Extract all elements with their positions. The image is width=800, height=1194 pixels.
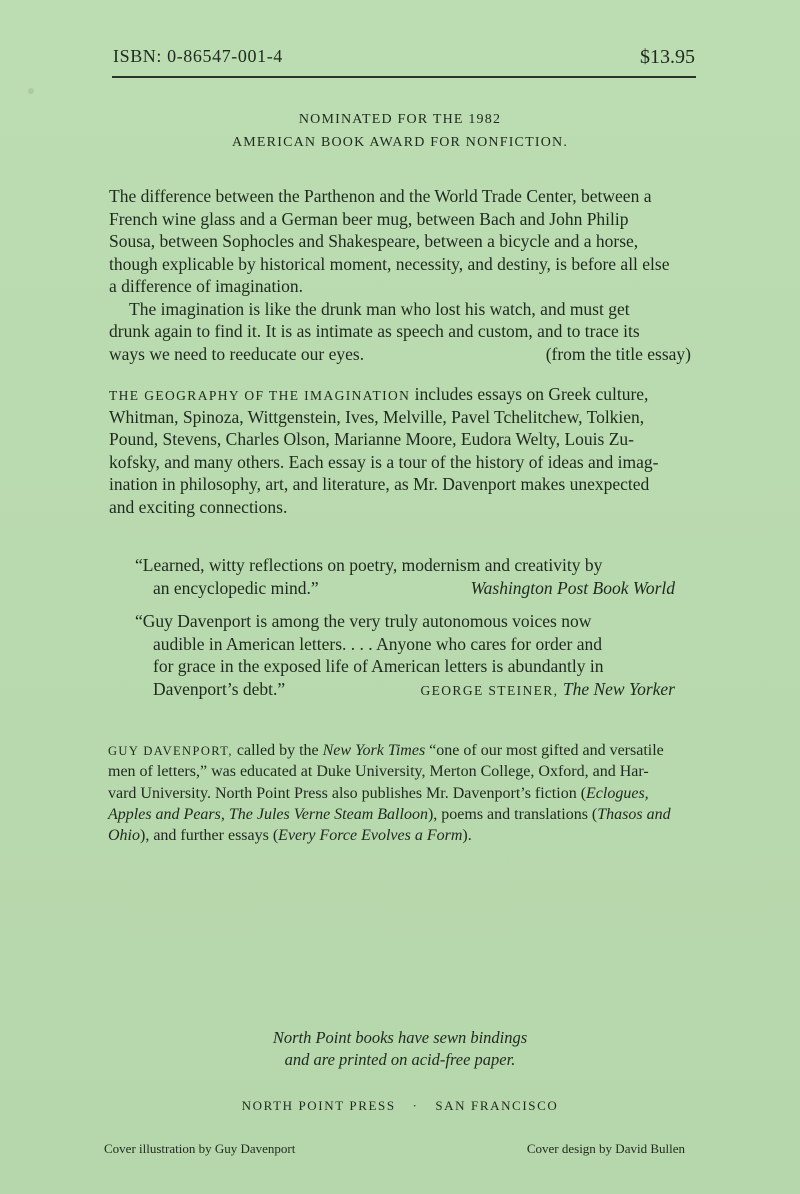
illustration-credit: Cover illustration by Guy Davenport xyxy=(104,1141,296,1156)
excerpt-line: French wine glass and a German beer mug, between Bach and John Philip xyxy=(109,208,629,229)
bio-line xyxy=(108,804,698,825)
excerpt-last-line xyxy=(109,343,691,366)
isbn-label: ISBN: 0-86547-001-4 xyxy=(113,46,283,66)
binding-note-line-2: and are printed on acid-free paper. xyxy=(284,1050,516,1069)
summary-line: ination in philosophy, art, and literature, as Mr. Davenport makes unexpected xyxy=(109,474,650,494)
attribution-publication: The New Yorker xyxy=(562,678,675,699)
excerpt-line: a difference of imagination. xyxy=(109,276,304,296)
publisher-line xyxy=(0,1098,800,1114)
bio-line xyxy=(108,740,698,761)
review-quote-2 xyxy=(135,610,675,702)
bio-italic: Apples and Pears, The Jules Verne Steam Balloon xyxy=(108,805,428,823)
bio-italic: Thasos and xyxy=(597,805,671,823)
bio-text: “one of our most gifted and versatile xyxy=(425,742,664,759)
binding-note-line-1: North Point books have sewn bindings xyxy=(272,1028,528,1047)
excerpt-line: though explicable by historical moment, necessity, and destiny, is before all else xyxy=(109,253,670,274)
bio-italic: Eclogues, xyxy=(586,784,649,802)
price-label: $13.95 xyxy=(640,46,695,68)
excerpt-line: Sousa, between Sophocles and Shakespeare, between a bicycle and a horse, xyxy=(109,231,639,251)
header-rule xyxy=(112,76,696,78)
publisher-separator: · xyxy=(412,1098,419,1113)
excerpt-source: (from the title essay) xyxy=(545,343,691,364)
quote-last-line xyxy=(135,678,675,701)
quote-attribution: Washington Post Book World xyxy=(470,577,675,598)
publisher-name: NORTH POINT PRESS xyxy=(241,1098,396,1113)
summary-first-line xyxy=(109,383,691,406)
bio-line xyxy=(108,783,698,804)
quote-attribution xyxy=(420,678,675,703)
nomination-line-2: AMERICAN BOOK AWARD FOR NONFICTION. xyxy=(231,135,569,150)
bio-text: ). xyxy=(462,827,472,845)
bio-line xyxy=(108,825,698,846)
summary-line: Whitman, Spinoza, Wittgenstein, Ives, Melville, Pavel Tchelitchew, Tolkien, xyxy=(109,406,645,427)
bio-italic: Ohio xyxy=(108,827,140,845)
summary-text: includes essays on Greek culture, xyxy=(410,384,649,404)
quote-line: “Learned, witty reflections on poetry, modernism and creativity by xyxy=(135,555,603,575)
bio-line: men of letters,” was educated at Duke University, Merton College, Oxford, and Har- xyxy=(108,763,649,781)
author-name: GUY DAVENPORT, xyxy=(108,744,233,758)
author-bio xyxy=(108,740,698,846)
excerpt-line: drunk again to find it. It is as intimate as speech and custom, and to trace its xyxy=(109,321,640,341)
quote-last-line xyxy=(135,577,675,600)
quote-line: Davenport’s debt.” xyxy=(153,678,286,699)
header-bar xyxy=(113,46,695,70)
book-title: THE GEOGRAPHY OF THE IMAGINATION xyxy=(109,388,411,403)
bio-italic: Every Force Evolves a Form xyxy=(278,827,463,845)
title-essay-excerpt xyxy=(109,185,691,365)
quote-line: for grace in the exposed life of American letters is abundantly in xyxy=(153,656,604,676)
summary-line: Pound, Stevens, Charles Olson, Marianne Moore, Eudora Welty, Louis Zu- xyxy=(109,429,634,449)
quote-line: an encyclopedic mind.” xyxy=(153,577,319,598)
review-quote-1 xyxy=(135,554,675,599)
bio-text: ), and further essays ( xyxy=(140,827,279,845)
excerpt-line: The difference between the Parthenon and the World Trade Center, between a xyxy=(109,186,652,206)
bio-text: called by the xyxy=(232,742,323,759)
publisher-city: SAN FRANCISCO xyxy=(435,1098,559,1113)
paper-blemish xyxy=(28,88,34,94)
bio-italic: New York Times xyxy=(322,742,426,759)
quote-line: audible in American letters. . . . Anyone who cares for order and xyxy=(153,633,603,654)
summary-line: kofsky, and many others. Each essay is a tour of the history of ideas and imag- xyxy=(109,451,659,472)
quote-line: “Guy Davenport is among the very truly autonomous voices now xyxy=(135,611,592,631)
design-credit: Cover design by David Bullen xyxy=(526,1141,685,1156)
nomination-line-1: NOMINATED FOR THE 1982 xyxy=(298,112,502,127)
excerpt-line: ways we need to reeducate our eyes. xyxy=(109,343,365,364)
summary-line: and exciting connections. xyxy=(109,496,288,517)
bio-text: ), poems and translations ( xyxy=(427,805,598,823)
excerpt-line: The imagination is like the drunk man who lost his watch, and must get xyxy=(129,298,630,319)
book-summary xyxy=(109,383,691,518)
bio-text: vard University. North Point Press also publishes Mr. Davenport’s fiction ( xyxy=(108,784,587,802)
attribution-name: GEORGE STEINER, xyxy=(420,682,559,698)
